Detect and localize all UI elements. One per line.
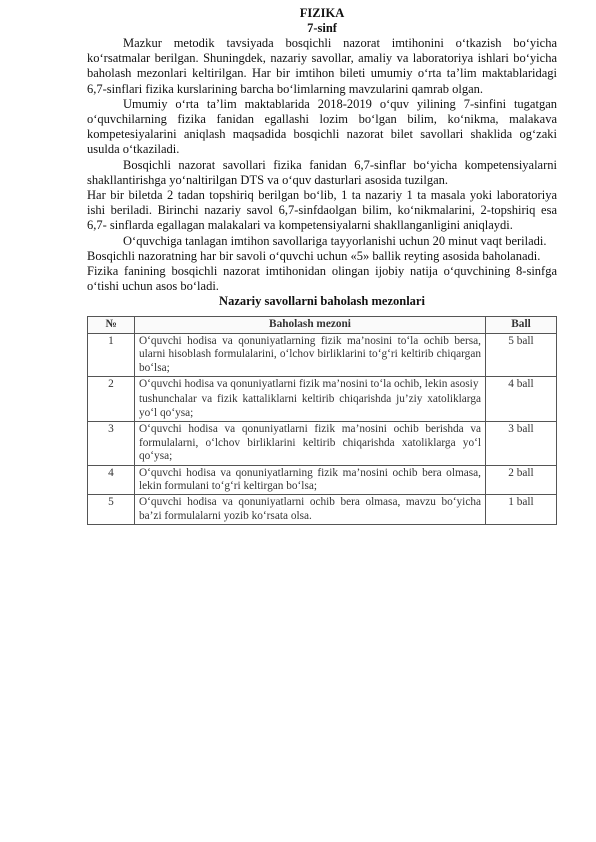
paragraph-rating: Bosqichli nazoratning har bir savoli o‘quvchi uchun «5» ballik reyting asosida baholanadi.	[87, 248, 541, 263]
paragraph-preparation-time: O‘quvchiga tanlagan imtihon savollariga tayyorlanishi uchun 20 minut vaqt beriladi.	[123, 233, 547, 248]
section-title: Nazariy savollarni baholash mezonlari	[219, 294, 425, 309]
row-number: 3	[88, 422, 135, 465]
row-criterion: O‘quvchi hodisa va qonuniyatlarni ochib bera olmasa, mavzu bo‘yicha ba’zi formulalarni yozib ko‘rsata olsa.	[135, 495, 486, 525]
row-criterion: tushunchalar va fizik kattaliklarni keltirib chiqarishda ju’ziy xatoliklarga yo‘l qo‘ysa;	[135, 392, 486, 421]
subject-title: FIZIKA	[299, 6, 345, 20]
row-number: 1	[88, 333, 135, 376]
row-number: 4	[88, 465, 135, 495]
row-score: 1 ball	[486, 495, 557, 525]
row-score: 2 ball	[486, 465, 557, 495]
table-row	[88, 377, 557, 393]
header-score: Ball	[486, 317, 557, 333]
row-score: 3 ball	[486, 422, 557, 465]
row-criterion: O‘quvchi hodisa va qonuniyatlarni fizik ma’nosini ochib berishda va formulalarni, o‘lchov birliklarini keltirib chiqarishda xatoliklarga yo‘l qo‘ysa;	[135, 422, 486, 465]
table-row	[88, 465, 557, 495]
grade-title: 7-sinf	[307, 21, 337, 35]
row-number	[88, 392, 135, 421]
row-score: 5 ball	[486, 333, 557, 376]
table-row	[88, 333, 557, 376]
header-number: №	[88, 317, 135, 333]
paragraph-intro: Mazkur metodik tavsiyada bosqichli nazorat imtihonini o‘tkazish bo‘yicha ko‘rsatmalar berilgan. Shuningdek, nazariy savollar, amaliy va laboratoriya ishlari bo‘yicha baholash mezonlari keltirilgan. Har bir imtihon bileti umumiy o‘rta ta’lim maktablaridagi 6,7-sinflari fizika kurslarining barcha bo‘limlarning mavzularini qamrab olgan.	[87, 36, 557, 96]
row-score: 4 ball	[486, 377, 557, 393]
grading-criteria-table	[87, 316, 557, 525]
row-score	[486, 392, 557, 421]
paragraph-basis: Bosqichli nazorat savollari fizika fanidan 6,7-sinflar bo‘yicha kompetensiyalarni shakllantirishga yo‘naltirilgan DTS va o‘quv dasturlari asosida tuzilgan.	[87, 157, 557, 187]
row-criterion: O‘quvchi hodisa va qonuniyatlarning fizik ma’nosini to‘la ochib bersa, ularni hisoblash formulalarini, o‘lchov birliklarini to‘g‘ri keltirib chiqargan bo‘lsa;	[135, 333, 486, 376]
paragraph-tasks: Har bir biletda 2 tadan topshiriq berilgan bo‘lib, 1 ta nazariy 1 ta masala yoki laboratoriya ishi beriladi. Birinchi nazariy savol 6,7-sinfdaolgan bilim, ko‘nikmalarini, 2-topshiriq esa 6,7- sinflarda egallagan malakalari va kompetensiyalarni shakllanganligini aniqlaydi.	[87, 188, 557, 233]
table-row-continuation	[88, 392, 557, 421]
header-criterion: Baholash mezoni	[135, 317, 486, 333]
table-header-row	[88, 317, 557, 333]
row-criterion: O‘quvchi hodisa va qonuniyatlarni fizik ma’nosini to‘la ochib, lekin asosiy	[135, 377, 486, 393]
document-page	[87, 6, 557, 525]
paragraph-result: Fizika fanining bosqichli nazorat imtihonidan olingan ijobiy natija o‘quvchining 8-sinfga o‘tishi uchun asos bo‘ladi.	[87, 264, 557, 294]
row-criterion: O‘quvchi hodisa va qonuniyatlarning fizik ma’nosini ochib bera olmasa, lekin formulani to‘g‘ri keltirgan bo‘lsa;	[135, 465, 486, 495]
table-row	[88, 422, 557, 465]
paragraph-purpose: Umumiy o‘rta ta’lim maktablarida 2018-2019 o‘quv yilining 7-sinfini tugatgan o‘quvchilarning fizika fanidan egallashi lozim bo‘lgan bilim, ko‘nikma, malakava kompetesiyalarini aniqlash maqsadida bosqichli nazorat bilet savollari shaklida og‘zaki usulda o‘tkaziladi.	[87, 96, 557, 157]
row-number: 2	[88, 377, 135, 393]
table-row	[88, 495, 557, 525]
row-number: 5	[88, 495, 135, 525]
